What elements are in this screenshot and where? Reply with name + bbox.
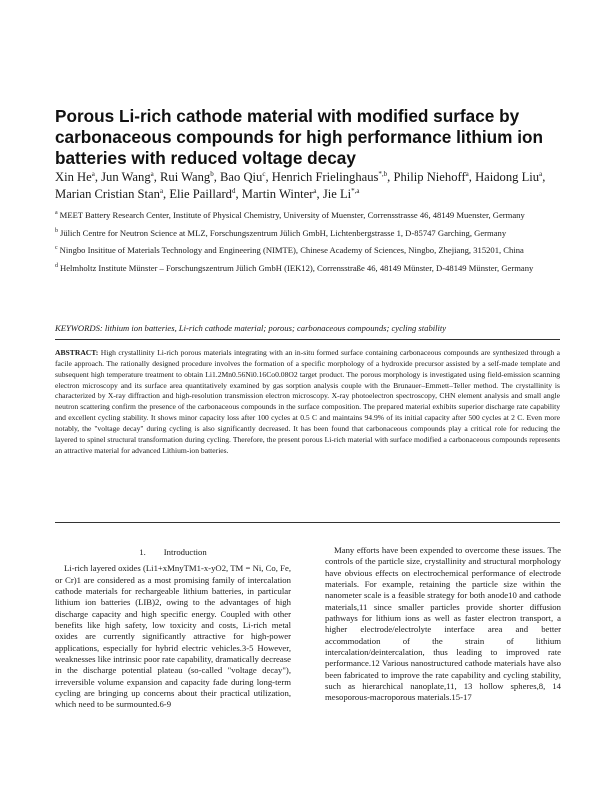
keywords: KEYWORDS: lithium ion batteries, Li-rich cathode material; porous; carbonaceous compounds; cycling stability: [55, 323, 447, 333]
author-name: Elie Paillard: [169, 187, 232, 201]
affiliation-mark: a: [313, 186, 317, 195]
affiliation-label: b: [55, 227, 58, 234]
author: [475, 170, 542, 184]
affiliation-text: Helmholtz Institute Münster – Forschungszentrum Jülich GmbH (IEK12), Corrensstraße 46, 48149 Münster, D-48149 Münster, Germany: [60, 262, 534, 273]
abstract: [55, 348, 560, 456]
author: [160, 170, 214, 184]
author-list: Xin He$^a$, Jun Wang$^a$, Rui Wang$^b$, Bao Qiu$^c$, Henrich Frielinghaus$^{*,b}$, Philip Niehoff$^a$, Haidong Liu$^a$, Marian Cristian Stan$^a$, Elie Paillard$^d$, Martin Winter$^a$, Jie $Li^{*,a}$: [55, 169, 546, 201]
abstract-label: ABSTRACT:: [55, 348, 99, 357]
affiliation-label: c: [55, 245, 58, 252]
affiliation-mark: b: [210, 169, 214, 178]
author: [323, 187, 360, 201]
affiliation-mark: a: [159, 186, 164, 195]
author-name: Marian Cristian Stan: [55, 187, 160, 201]
author: [242, 187, 317, 201]
affiliation-label: a: [55, 210, 58, 217]
author: [169, 187, 235, 201]
author-name: Martin Winter: [241, 187, 314, 201]
author: [55, 170, 95, 184]
author: [220, 170, 265, 184]
section-heading: [55, 547, 291, 558]
affiliation-mark: a: [150, 169, 154, 178]
affiliation-mark: *,b: [378, 169, 388, 178]
affiliation: [55, 262, 560, 275]
author-name: Jie Li: [322, 187, 352, 201]
intro-paragraph-2: Many efforts have been expended to overcome these issues. The controls of the particle size, crystallinity and structural morphology have obvious effects on electrochemical performance of electrode materials. For example, retaining the particle size within the nanometer scale is a feasible strategy for both anode10 and cathode materials,11 since smaller particles provide shorter diffusion pathways for lithium ions as well as faster electron transport, a higher electrode/electrolyte interface area and better accommodation of the strain of lithium intercalation/deintercalation, thus leading to improved rate performance.12 Various nanostructured cathode materials have also been fabricated to improve the rate capability and cycling stability, such as hierarchical nanoplate,11, 13 hollow spheres,8, 14 mesoporous-macroporous materials.15-17: [325, 545, 561, 703]
affiliation-mark: a: [91, 169, 95, 178]
author-name: Henrich Frielinghaus: [271, 170, 379, 184]
affiliation-mark: a: [539, 169, 543, 178]
affiliation-list: [55, 209, 560, 279]
affiliation-text: Jülich Centre for Neutron Science at MLZ, Forschungszentrum Jülich GmbH, Lichtenbergstrasse 1, D-85747 Garching, Germany: [60, 227, 507, 238]
affiliation-label: d: [55, 262, 58, 269]
affiliation-mark: a: [465, 169, 469, 178]
author-name: Bao Qiu: [220, 170, 263, 184]
affiliation-mark: c: [262, 169, 266, 178]
author-name: Haidong Liu: [475, 170, 540, 184]
author: [272, 170, 387, 184]
affiliation-text: MEET Battery Research Center, Institute of Physical Chemistry, University of Muenster, Corrensstrasse 46, 48149 Muenster, Germany: [59, 210, 525, 220]
section-title: Introduction: [163, 547, 207, 557]
affiliation-mark: d: [231, 186, 236, 195]
intro-paragraph-1: Li-rich layered oxides (Li1+xMnyTM1-x-yO2, TM = Ni, Co, Fe, or Cr)1 are considered as a most promising family of intercalation cathode materials for rechargeable lithium batteries, in particular lithium ion batteries (LIB)2, owing to the advantages of high discharge capacity and high specific energy. Coupled with other benefits like high safety, low toxicity and costs, Li-rich metal oxides are currently significantly attractive for high-power applications, especially for hybrid electric vehicles.3-5 However, weaknesses like intrinsic poor rate capability, dramatically decrease in the discharge potential plateau (so-called "voltage decay"), irreversible volume expansion and capacity fade during long-term cycling are bringing up concerns about their practical utilization, which need to be surmounted.6-9: [55, 563, 291, 710]
affiliation: [55, 227, 560, 240]
affiliation-text: Ningbo Insititue of Materials Technology and Engineering (NIMTE), Chinese Academy of Sciences, Ningbo, Zhejiang, 315201, China: [59, 245, 524, 256]
author-name: Philip Niehoff: [393, 170, 466, 184]
section-number: 1.: [139, 547, 146, 557]
author: [55, 187, 163, 201]
affiliation: [55, 244, 560, 257]
body-column-right: [325, 545, 561, 704]
author-name: Rui Wang: [160, 170, 211, 184]
abstract-top-rule: [55, 339, 560, 340]
abstract-bottom-rule: [55, 522, 560, 523]
author-name: Jun Wang: [101, 170, 151, 184]
paper-title: Porous Li-rich cathode material with modified surface by carbonaceous compounds for high performance lithium ion batteries with reduced voltage decay: [55, 106, 543, 168]
body-column-left: [55, 547, 291, 711]
author-name: Xin He: [55, 170, 92, 184]
author: [393, 170, 468, 184]
abstract-text: High crystallinity Li-rich porous materials integrating with an in-situ formed surface containing carbonaceous compounds are synthesized through a facile approach. The rationally designed procedure involves the formation of a specific morphology of a hydroxide precursor assisted by a self-made template and subsequent high temperature treatment to obtain Li1.2Mn0.56Ni0.16Co0.08O2 target product. The porous morphology is investigated using field-emission scanning electron microscopy and its surface area quantitatively examined by gas sorption analysis couple with the Brunauer–Emmett–Teller method. The crystallinity is characterized by X-ray diffraction and high-resolution transmission electron microscopy. X-ray photoelectron spectroscopy, CHN element analysis and small angle neutron scattering confirm the presence of the carbonaceous compounds in the surface composition. The prepared material exhibits superior discharge rate capability and excellent cycling stability. It shows minor capacity loss after 100 cycles at 0.5 C and maintains 94.9% of its initial capacity after 500 cycles at 2 C. Even more notably, the "voltage decay" during cycling is also significantly decreased. It has been found that carbonaceous compounds play a critical role for reducing the layered to spinel structural transformation during cycling. Therefore, the present porous Li-rich material with surface modified a carbonaceous compounds represents an attractive material for advanced Lithium-ion batteries.: [55, 348, 560, 455]
affiliation: [55, 209, 560, 222]
affiliation-mark: *,a: [351, 186, 360, 195]
author: [101, 170, 154, 184]
